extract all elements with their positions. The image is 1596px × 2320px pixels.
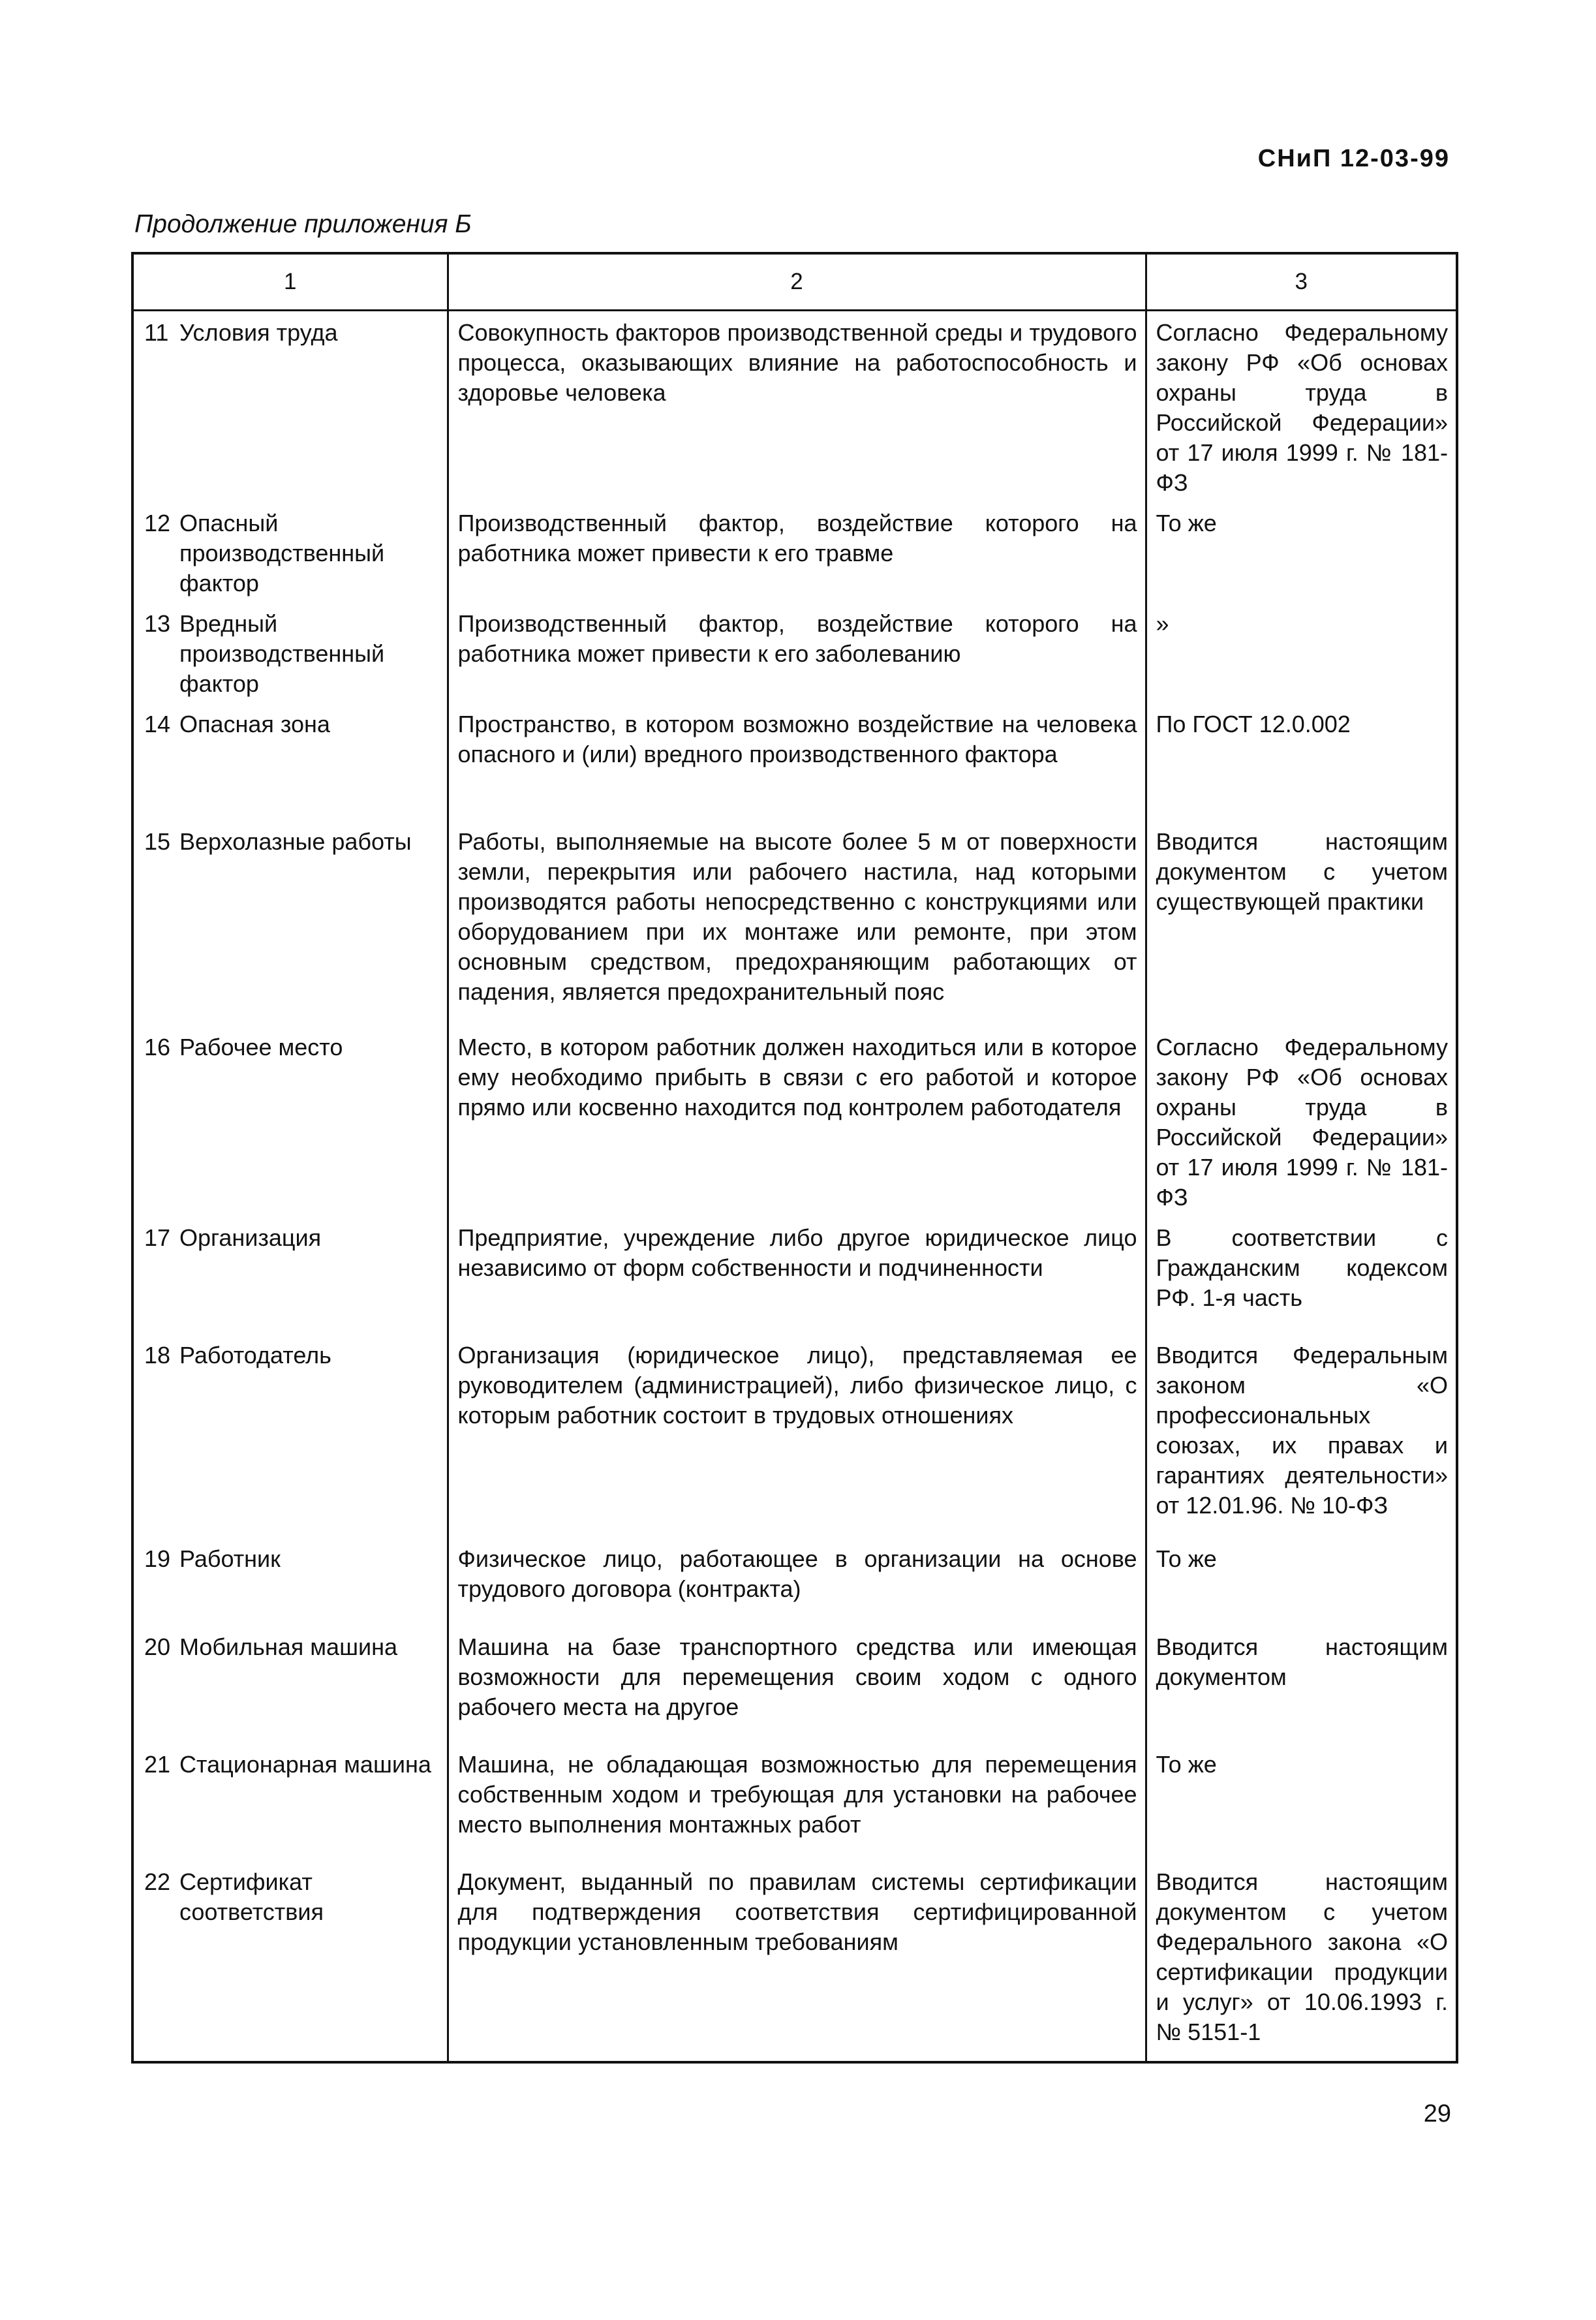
definition-cell: Производственный фактор, воздействие которого на работника может привести к его травме (448, 502, 1146, 602)
source-cell: Вводится настоящим документом с учетом существующей практики (1146, 820, 1457, 1026)
source-cell: То же (1146, 1743, 1457, 1861)
row-number: 21 (144, 1751, 171, 1778)
source-cell: Вводится Федеральным законом «О профессиональных союзах, их правах и гарантиях деятельности» от 12.01.96. № 10-ФЗ (1146, 1334, 1457, 1538)
definition-cell: Документ, выданный по правилам системы сертификации для подтверждения соответствия сертифицированной продукции установленным требованиям (448, 1861, 1146, 2062)
row-number: 22 (144, 1868, 171, 1895)
term-cell (132, 1334, 448, 1538)
term-cell (132, 1626, 448, 1743)
definition-cell: Место, в котором работник должен находиться или в которое ему необходимо прибыть в связи с его работой и которое прямо или косвенно находится под контролем работодателя (448, 1026, 1146, 1216)
term-cell (132, 1026, 448, 1216)
row-number: 11 (144, 319, 169, 346)
row-number: 12 (144, 510, 171, 536)
term-cell (132, 311, 448, 503)
source-cell: Вводится настоящим документом (1146, 1626, 1457, 1743)
row-number: 18 (144, 1342, 171, 1369)
definition-cell: Физическое лицо, работающее в организации на основе трудового договора (контракта) (448, 1538, 1146, 1626)
table-row (132, 1334, 1457, 1538)
appendix-continuation-title: Продолжение приложения Б (134, 210, 472, 238)
term-name: Мобильная машина (179, 1633, 397, 1660)
row-number: 13 (144, 610, 171, 637)
term-name: Опасная зона (179, 711, 330, 737)
row-number: 20 (144, 1633, 171, 1660)
table-row (132, 1216, 1457, 1334)
row-number: 17 (144, 1224, 171, 1251)
source-cell: То же (1146, 1538, 1457, 1626)
table-row (132, 502, 1457, 602)
column-header-2: 2 (448, 253, 1146, 311)
term-name: Сертификат соответствия (179, 1868, 324, 1925)
term-cell (132, 1216, 448, 1334)
term-name: Стационарная машина (179, 1751, 431, 1778)
source-cell: То же (1146, 502, 1457, 602)
source-cell: В соответствии с Гражданским кодексом РФ. 1-я часть (1146, 1216, 1457, 1334)
term-cell (132, 820, 448, 1026)
term-name: Опасный производственный фактор (179, 510, 385, 596)
page-number: 29 (1423, 2100, 1451, 2127)
table-body (132, 311, 1457, 2063)
definition-cell: Пространство, в котором возможно воздействие на человека опасного и (или) вредного производственного фактора (448, 703, 1146, 820)
definition-cell: Организация (юридическое лицо), представляемая ее руководителем (администрацией), либо физическое лицо, с которым работник состоит в трудовых отношениях (448, 1334, 1146, 1538)
column-header-3: 3 (1146, 253, 1457, 311)
term-cell (132, 502, 448, 602)
row-number: 19 (144, 1545, 171, 1572)
table-row (132, 1026, 1457, 1216)
source-cell: По ГОСТ 12.0.002 (1146, 703, 1457, 820)
source-cell: » (1146, 602, 1457, 703)
source-cell: Согласно Федеральному закону РФ «Об основах охраны труда в Российской Федерации» от 17 июля 1999 г. № 181-ФЗ (1146, 1026, 1457, 1216)
terms-table (131, 252, 1458, 2064)
term-cell (132, 1743, 448, 1861)
row-number: 15 (144, 828, 171, 855)
table-header (132, 253, 1457, 311)
table-row (132, 703, 1457, 820)
definition-cell: Предприятие, учреждение либо другое юридическое лицо независимо от форм собственности и подчиненности (448, 1216, 1146, 1334)
table-row (132, 311, 1457, 503)
table-row (132, 1626, 1457, 1743)
term-cell (132, 1861, 448, 2062)
row-number: 14 (144, 711, 171, 737)
definition-cell: Машина на базе транспортного средства или имеющая возможности для перемещения своим ходом с одного рабочего места на другое (448, 1626, 1146, 1743)
term-name: Рабочее место (179, 1034, 343, 1060)
document-code: СНиП 12-03-99 (1257, 145, 1450, 172)
table-row (132, 820, 1457, 1026)
column-header-1: 1 (132, 253, 448, 311)
source-cell: Согласно Федеральному закону РФ «Об основах охраны труда в Российской Федерации» от 17 июля 1999 г. № 181-ФЗ (1146, 311, 1457, 503)
term-cell (132, 602, 448, 703)
term-name: Работодатель (179, 1342, 331, 1369)
definition-cell: Производственный фактор, воздействие которого на работника может привести к его заболеванию (448, 602, 1146, 703)
definition-cell: Совокупность факторов производственной среды и трудового процесса, оказывающих влияние на работоспособность и здоровье человека (448, 311, 1146, 503)
table-row (132, 1538, 1457, 1626)
term-name: Вредный производственный фактор (179, 610, 385, 697)
row-number: 16 (144, 1034, 171, 1060)
definition-cell: Машина, не обладающая возможностью для перемещения собственным ходом и требующая для установки на рабочее место выполнения монтажных работ (448, 1743, 1146, 1861)
term-name: Организация (179, 1224, 322, 1251)
term-cell (132, 1538, 448, 1626)
source-cell: Вводится настоящим документом с учетом Федерального закона «О сертификации продукции и услуг» от 10.06.1993 г. № 5151-1 (1146, 1861, 1457, 2062)
table-row (132, 1743, 1457, 1861)
term-name: Работник (179, 1545, 281, 1572)
definition-cell: Работы, выполняемые на высоте более 5 м от поверхности земли, перекрытия или рабочего настила, над которыми производятся работы непосредственно с конструкциями или оборудованием при их монтаже или ремонте, при этом основным средством, предохраняющим работающих от падения, является предохранительный пояс (448, 820, 1146, 1026)
term-name: Условия труда (179, 319, 338, 346)
term-name: Верхолазные работы (179, 828, 412, 855)
table-row (132, 1861, 1457, 2062)
table-row (132, 602, 1457, 703)
term-cell (132, 703, 448, 820)
table-header-row (132, 253, 1457, 311)
